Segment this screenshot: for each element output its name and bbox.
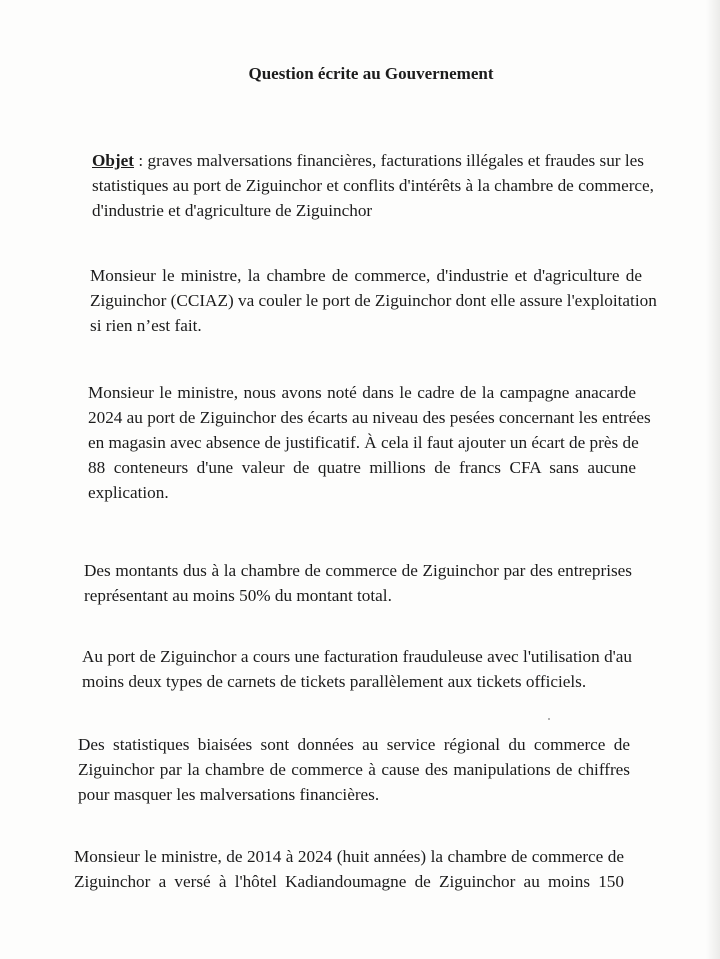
- paragraph-line: si rien n’est fait.: [90, 316, 202, 335]
- paragraph-line: 88 conteneurs d'une valeur de quatre millions de francs CFA sans aucune: [88, 458, 636, 477]
- paragraph: [88, 380, 651, 505]
- paragraph: [90, 263, 657, 338]
- paragraph-line: 2024 au port de Ziguinchor des écarts au niveau des pesées concernant les entrées: [88, 408, 651, 427]
- objet-line: statistiques au port de Ziguinchor et conflits d'intérêts à la chambre de commerce,: [92, 176, 654, 195]
- scan-speck: [548, 718, 550, 720]
- paragraph-line: pour masquer les malversations financières.: [78, 785, 380, 804]
- objet-line: d'industrie et d'agriculture de Ziguinchor: [92, 201, 373, 220]
- paragraph-line: Au port de Ziguinchor a cours une facturation frauduleuse avec l'utilisation d'au: [82, 647, 632, 666]
- paragraph-line: Ziguinchor a versé à l'hôtel Kadiandoumagne de Ziguinchor au moins 150: [74, 872, 624, 891]
- paragraph-line: représentant au moins 50% du montant total.: [84, 586, 392, 605]
- paragraph: [78, 732, 630, 807]
- paragraph: [74, 844, 624, 894]
- paragraph: [82, 644, 632, 694]
- objet-label: Objet: [92, 151, 135, 170]
- paragraph-line: explication.: [88, 483, 169, 502]
- paragraph-line: Ziguinchor par la chambre de commerce à cause des manipulations de chiffres: [78, 760, 630, 779]
- objet-line: [92, 148, 644, 173]
- page-edge-shadow: [706, 0, 720, 959]
- paragraph-line: Monsieur le ministre, nous avons noté dans le cadre de la campagne anacarde: [88, 383, 636, 402]
- paragraph-line: Des montants dus à la chambre de commerce de Ziguinchor par des entreprises: [84, 561, 632, 580]
- paragraph-line: en magasin avec absence de justificatif. À cela il faut ajouter un écart de près de: [88, 433, 639, 452]
- paragraph-line: Monsieur le ministre, de 2014 à 2024 (huit années) la chambre de commerce de: [74, 847, 624, 866]
- objet-line-text: : graves malversations financières, facturations illégales et fraudes sur les: [134, 151, 644, 170]
- paragraph-line: Ziguinchor (CCIAZ) va couler le port de Ziguinchor dont elle assure l'exploitation: [90, 291, 657, 310]
- objet-paragraph: [92, 148, 654, 223]
- paragraph-line: Monsieur le ministre, la chambre de commerce, d'industrie et d'agriculture de: [90, 266, 642, 285]
- paragraph-line: Des statistiques biaisées sont données au service régional du commerce de: [78, 735, 630, 754]
- paragraph-line: moins deux types de carnets de tickets parallèlement aux tickets officiels.: [82, 672, 587, 691]
- document-title: Question écrite au Gouvernement: [248, 64, 494, 83]
- paragraph: [84, 558, 632, 608]
